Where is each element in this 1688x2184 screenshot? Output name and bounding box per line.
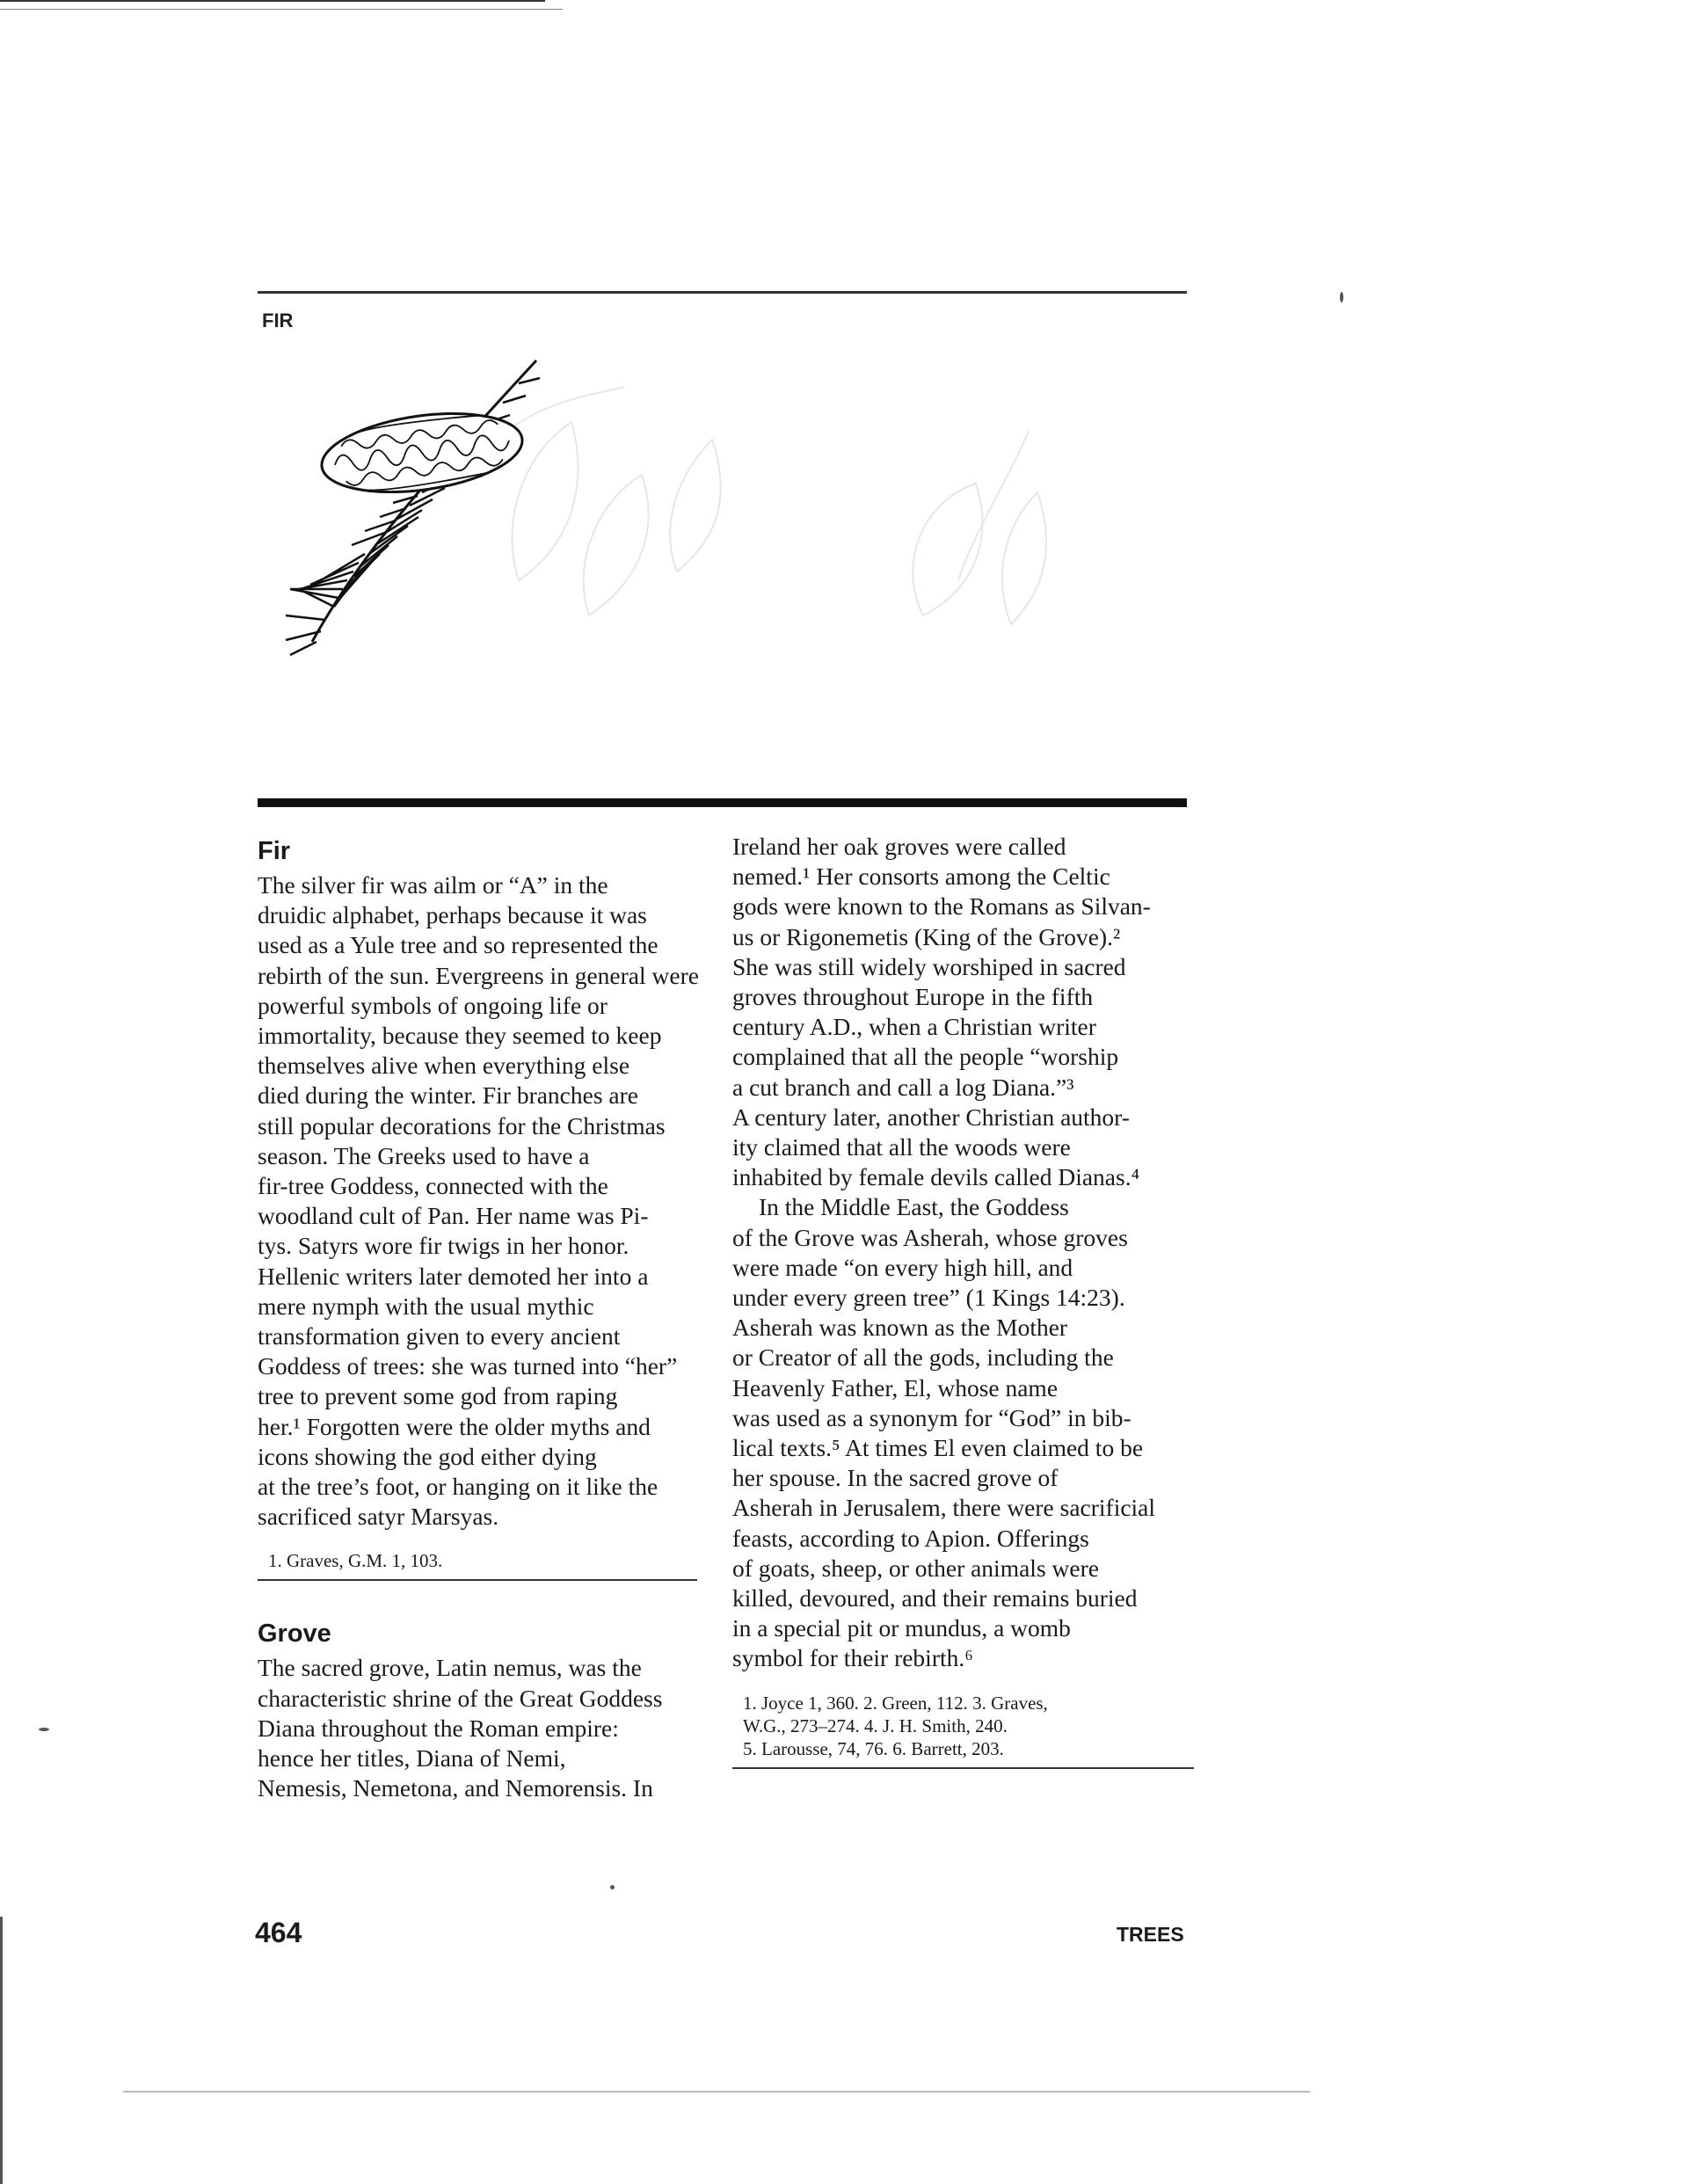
text-line: She was still widely worshiped in sacred [732, 952, 1126, 980]
text-line-content: In the Middle East, the Goddess [759, 1193, 1069, 1221]
note-line: W.G., 273–274. 4. J. H. Smith, 240. [743, 1714, 1008, 1736]
text-line: Ireland her oak groves were called [732, 833, 1066, 860]
page-number: 464 [255, 1917, 302, 1948]
note-line: 5. Larousse, 74, 76. 6. Barrett, 203. [743, 1737, 1004, 1759]
text-line: tys. Satyrs wore fir twigs in her honor. [258, 1232, 629, 1260]
section-divider [258, 798, 1187, 807]
text-line: gods were known to the Romans as Silvan- [732, 892, 1151, 921]
text-line: killed, devoured, and their remains buried [732, 1584, 1138, 1613]
text-line: used as a Yule tree and so represented the [258, 931, 658, 959]
text-line: feasts, according to Apion. Offerings [732, 1524, 1089, 1552]
text-line: Hellenic writers later demoted her into a [258, 1262, 649, 1290]
fir-heading: Fir [258, 837, 291, 865]
speck [610, 1885, 615, 1889]
text-line: Nemesis, Nemetona, and Nemorensis. In [258, 1774, 653, 1802]
text-line: of the Grove was Asherah, whose groves [732, 1223, 1128, 1251]
grove-notes [732, 1692, 1194, 1769]
text-line: nemed.¹ Her consorts among the Celtic [732, 863, 1110, 891]
text-line: ity claimed that all the woods were [732, 1133, 1071, 1161]
text-line: us or Rigonemetis (King of the Grove).² [732, 922, 1121, 950]
grove-paragraph-continued [732, 832, 1194, 1192]
scan-edge [123, 2091, 1310, 2093]
text-line: a cut branch and call a log Diana.”³ [732, 1073, 1074, 1101]
text-line: icons showing the god either dying [258, 1442, 597, 1470]
text-line: druidic alphabet, perhaps because it was [258, 901, 647, 929]
text-line: under every green tree” (1 Kings 14:23). [732, 1284, 1125, 1312]
text-line: Heavenly Father, El, whose name [732, 1373, 1059, 1401]
text-line: sacrificed satyr Marsyas. [258, 1503, 499, 1531]
text-line: powerful symbols of ongoing life or [258, 991, 608, 1019]
running-footer-section: TREES [1117, 1923, 1184, 1946]
fir-notes: 1. Graves, G.M. 1, 103. [258, 1549, 697, 1581]
speck [39, 1728, 49, 1731]
fir-branch-illustration [255, 352, 1222, 756]
text-line: were made “on every high hill, and [732, 1253, 1073, 1281]
text-line: Asherah was known as the Mother [732, 1314, 1068, 1342]
text-line: tree to prevent some god from raping [258, 1382, 618, 1410]
fir-cone [316, 402, 527, 503]
text-line: or Creator of all the gods, including the [732, 1343, 1114, 1372]
text-line: in a special pit or mundus, a womb [732, 1614, 1071, 1642]
header-rule [258, 291, 1187, 294]
asherah-paragraph [732, 1192, 1194, 1673]
text-line: of goats, sheep, or other animals were [732, 1554, 1099, 1582]
text-line: century A.D., when a Christian writer [732, 1013, 1096, 1041]
speck [1340, 292, 1343, 302]
text-line: themselves alive when everything else [258, 1052, 630, 1080]
section-label: FIR [262, 309, 294, 331]
text-line: characteristic shrine of the Great Goddess [258, 1684, 663, 1712]
text-line: at the tree’s foot, or hanging on it like the [258, 1473, 658, 1501]
text-line: The sacred grove, Latin nemus, was the [258, 1654, 642, 1682]
text-line: mere nymph with the usual mythic [258, 1292, 594, 1320]
text-line: transformation given to every ancient [258, 1322, 621, 1350]
grove-paragraph-start [258, 1653, 697, 1803]
text-line: was used as a synonym for “God” in bib- [732, 1403, 1131, 1431]
text-line: Diana throughout the Roman empire: [258, 1714, 619, 1742]
text-line: died during the winter. Fir branches are [258, 1081, 638, 1110]
text-line: fir-tree Goddess, connected with the [258, 1172, 608, 1200]
scan-edge [0, 0, 545, 2]
grove-heading: Grove [258, 1620, 331, 1649]
fir-paragraph [258, 870, 697, 1532]
text-line [732, 1192, 1194, 1222]
text-line: The silver fir was ailm or “A” in the [258, 871, 608, 899]
text-line: her spouse. In the sacred grove of [732, 1464, 1059, 1492]
text-line: symbol for their rebirth.⁶ [732, 1644, 973, 1672]
text-line: Goddess of trees: she was turned into “her” [258, 1352, 678, 1380]
text-line: lical texts.⁵ At times El even claimed to be [732, 1434, 1144, 1462]
text-line: Asherah in Jerusalem, there were sacrificial [732, 1494, 1156, 1522]
text-line: hence her titles, Diana of Nemi, [258, 1744, 566, 1773]
bleed-through-leaves [484, 387, 1046, 624]
fir-branch [286, 360, 540, 655]
text-line: complained that all the people “worship [732, 1043, 1119, 1071]
text-line: A century later, another Christian author- [732, 1103, 1130, 1131]
text-line: inhabited by female devils called Dianas.⁴ [732, 1163, 1140, 1191]
text-line: still popular decorations for the Christmas [258, 1111, 666, 1139]
text-line: woodland cult of Pan. Her name was Pi- [258, 1202, 649, 1230]
text-line: immortality, because they seemed to keep [258, 1022, 662, 1050]
note-line: 1. Joyce 1, 360. 2. Green, 112. 3. Graves, [743, 1692, 1048, 1714]
text-line: groves throughout Europe in the fifth [732, 983, 1094, 1011]
left-column [258, 826, 697, 1803]
text-line: her.¹ Forgotten were the older myths and [258, 1412, 651, 1440]
scan-edge [0, 1917, 3, 2184]
text-line: season. The Greeks used to have a [258, 1141, 590, 1169]
scan-edge [0, 9, 563, 10]
text-line: rebirth of the sun. Evergreens in general were [258, 961, 699, 989]
right-column [732, 826, 1194, 1769]
